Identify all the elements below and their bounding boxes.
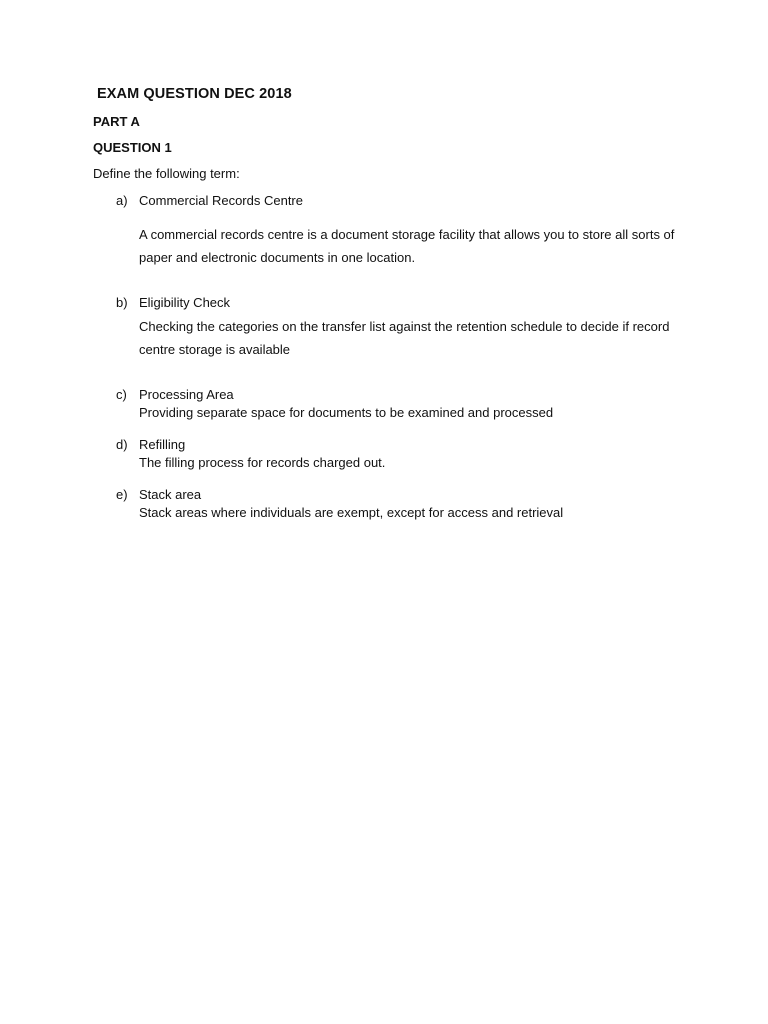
term-definition: Checking the categories on the transfer list against the retention schedule to decide if record centre storage is available (139, 319, 670, 357)
term-definition: The filling process for records charged out. (139, 455, 386, 470)
term-label: Refilling (139, 437, 186, 452)
question-heading: QUESTION 1 (93, 140, 172, 155)
list-marker: a) (116, 193, 128, 208)
term-label: Commercial Records Centre (139, 193, 303, 208)
document-title: EXAM QUESTION DEC 2018 (97, 86, 292, 102)
term-label: Processing Area (139, 387, 234, 402)
list-marker: d) (116, 437, 128, 452)
list-marker: b) (116, 295, 128, 310)
list-marker: e) (116, 487, 128, 502)
term-label: Eligibility Check (139, 295, 231, 310)
part-heading: PART A (93, 114, 140, 129)
term-definition: Stack areas where individuals are exempt, except for access and retrieval (139, 505, 564, 520)
term-definition: Providing separate space for documents to be examined and processed (139, 405, 554, 420)
question-instruction: Define the following term: (93, 166, 240, 181)
list-marker: c) (116, 387, 127, 402)
term-definition: A commercial records centre is a document storage facility that allows you to store all sorts of paper and electronic documents in one location. (139, 227, 675, 265)
term-label: Stack area (139, 487, 202, 502)
